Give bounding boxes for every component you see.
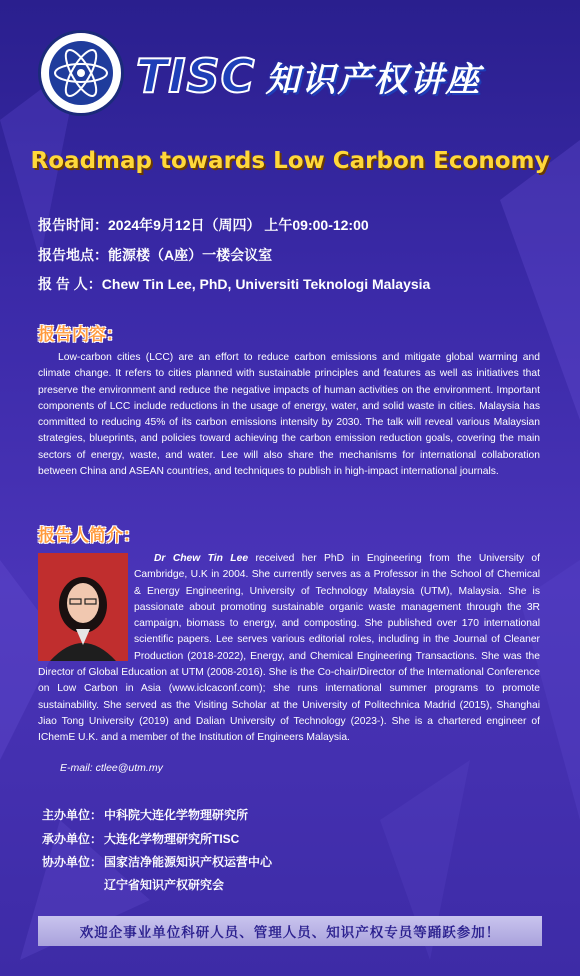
info-speaker: 报 告 人：Chew Tin Lee, PhD, Universiti Teknologi Malaysia	[38, 276, 431, 292]
info-time: 报告时间：2024年9月12日（周四） 上午09:00-12:00	[38, 217, 369, 233]
bio-paragraph	[38, 551, 540, 747]
header	[38, 30, 558, 120]
org-co	[42, 853, 272, 870]
speaker-email: E-mail: ctlee@utm.my	[60, 762, 163, 774]
speaker-name: Dr Chew Tin Lee	[154, 553, 249, 564]
org-co-2	[42, 876, 224, 893]
bio-text: received her PhD in Engineering from the University of Cambridge, U.K in 2004. She currently serves as a Professor in the School of Chemical & Energy Engineering, University of Technology Malaysia (UTM), Malaysia. She is passionate about promoting sustainable organic waste management through the 3R campaign, biomass to energy, and composting. She published over 170 international scientific papers. Lee serves various editorial roles, including in the Journal of Cleaner Production (2018-2022), Energy, and Chemical Engineering Transactions. She was the Director of Global Education at UTM (2008-2016). She is the Co-chair/Director of the International Conference on Low Carbon in Asia (www.iclcaconf.com); she runs international summer programs to promote sustainability. She served as the Visiting Scholar at the University of Politechnica Madrid (2015), Shanghai Jiao Tong University (2019) and Dalian University of Technology (2023-). She is a chartered engineer of IChemE U.K. and a member of the Institution of Engineers Malaysia.	[38, 553, 540, 744]
lecture-title: Roadmap towards Low Carbon Economy	[30, 148, 550, 174]
brand-wordmark	[136, 48, 481, 104]
org-organizer-value: 大连化学物理研究所TISC	[104, 832, 240, 846]
org-organizer	[42, 830, 239, 847]
org-co-value-1: 国家洁净能源知识产权运营中心	[104, 855, 273, 869]
org-host-value: 中科院大连化学物理研究所	[104, 808, 249, 822]
org-co-label: 协办单位：	[42, 855, 103, 869]
org-host	[42, 806, 248, 823]
institute-atom-logo-icon	[38, 30, 124, 116]
org-host-label: 主办单位：	[42, 808, 103, 822]
info-place: 报告地点：能源楼（A座）一楼会议室	[38, 247, 273, 263]
org-organizer-label: 承办单位：	[42, 832, 103, 846]
brand-chinese: 知识产权讲座	[265, 59, 482, 100]
content-heading: 报告内容：	[38, 325, 123, 344]
org-co-value-2: 辽宁省知识产权研究会	[104, 878, 225, 892]
bio-heading: 报告人简介：	[38, 526, 140, 545]
brand-latin: TISC	[136, 49, 256, 103]
footer-text: 欢迎企事业单位科研人员、管理人员、知识产权专员等踊跃参加！	[79, 925, 501, 940]
footer-banner	[38, 916, 542, 946]
content-paragraph: Low-carbon cities (LCC) are an effort to reduce carbon emissions and mitigate global warming and climate change. It refers to cities planned with sustainable principles and features as well as initiatives that preserve the environment and reduce the negative impacts of human activities on the environment. Important components of LCC include reductions in the usage of energy, water, and solid waste in cities. Malaysia has committed to reducing 45% of its carbon emissions intensity by 2030. The talk will reveal various Malaysian strategies, blueprints, and policies toward achieving the carbon emission reduction goals, covering the main sectors of energy, waste, and water. Lee will also share the mechanisms for international collaboration between China and ASEAN countries, and techniques to publish in high-impact international journals.	[38, 352, 540, 478]
